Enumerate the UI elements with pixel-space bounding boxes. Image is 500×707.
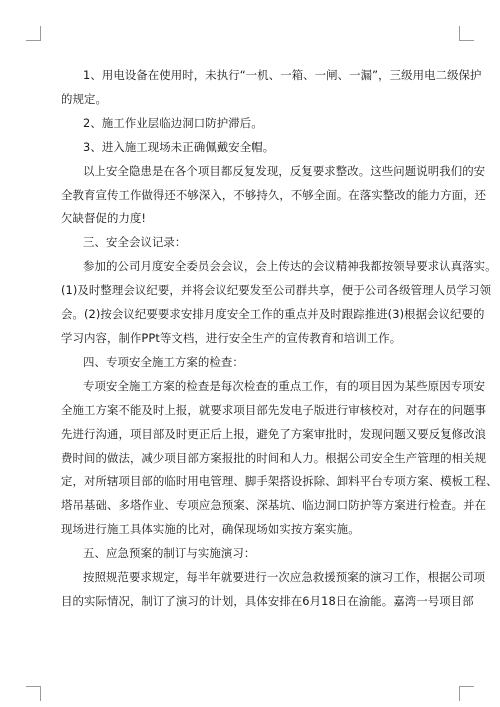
text-line: 三、安全会议记录： <box>83 235 187 250</box>
text-line: 目的实际情况，制订了演习的计划，具体安排在6月18日在渝能。嘉湾一号项目部 <box>61 593 474 608</box>
text-line: 专项安全施工方案的检查是每次检查的重点工作，有的项目因为某些原因专项安 <box>83 378 486 393</box>
text-line: 五、应急预案的制订与实施演习： <box>83 546 256 561</box>
text-line: 定，对所辖项目部的临时用电管理、脚手架搭设拆除、卸料平台专项方案、模板工程、 <box>61 474 498 489</box>
text-line: 全教育宣传工作做得还不够深入，不够持久，不够全面。在落实整改的能力方面，还 <box>61 187 487 202</box>
text-line: 的规定。 <box>61 91 107 106</box>
text-line: 3、进入施工现场未正确佩戴安全帽。 <box>83 139 275 154</box>
crop-mark-top-right <box>459 26 474 41</box>
text-line: 2、施工作业层临边洞口防护滞后。 <box>83 115 263 130</box>
crop-mark-bottom-right <box>459 686 474 701</box>
text-line: 先进行沟通，项目部及时更正后上报，避免了方案审批时，发现问题又要反复修改浪 <box>61 426 487 441</box>
text-line: 塔吊基础、多塔作业、专项应急预案、深基坑、临边洞口防护等方案进行检查。并在 <box>61 498 487 513</box>
text-line: 参加的公司月度安全委员会会议，会上传达的会议精神我都按领导要求认真落实。 <box>83 259 497 274</box>
text-line: 全施工方案不能及时上报，就要求项目部先发电子版进行审核校对，对存在的问题事 <box>61 402 487 417</box>
text-line: 以上安全隐患是在各个项目都反复发现，反复要求整改。这些问题说明我们的安 <box>83 163 486 178</box>
document-body <box>61 64 498 614</box>
text-line: 四、专项安全施工方案的检查： <box>83 354 244 369</box>
text-line: 费时间的做法，减少项目部方案报批的时间和人力。根据公司安全生产管理的相关规 <box>61 450 487 465</box>
text-line: (1)及时整理会议纪要，并将会议纪要发至公司群共享，便于公司各级管理人员学习领 <box>61 283 492 298</box>
crop-mark-bottom-left <box>26 686 41 701</box>
text-line: 欠缺督促的力度! <box>61 211 147 226</box>
text-line: 按照规范要求规定，每半年就要进行一次应急救援预案的演习工作，根据公司项 <box>83 570 486 585</box>
text-line: 现场进行施工具体实施的比对，确保现场如实按方案实施。 <box>61 522 360 537</box>
text-line: 1、用电设备在使用时，未执行“一机、一箱、一闸、一漏”，三级用电二级保护 <box>83 68 482 82</box>
text-line: 会。(2)按会议纪要要求安排月度安全工作的重点并及时跟踪推进(3)根据会议纪要的 <box>61 307 485 322</box>
text-line: 学习内容，制作PPt等文档，进行安全生产的宣传教育和培训工作。 <box>61 330 402 345</box>
crop-mark-top-left <box>26 26 41 41</box>
